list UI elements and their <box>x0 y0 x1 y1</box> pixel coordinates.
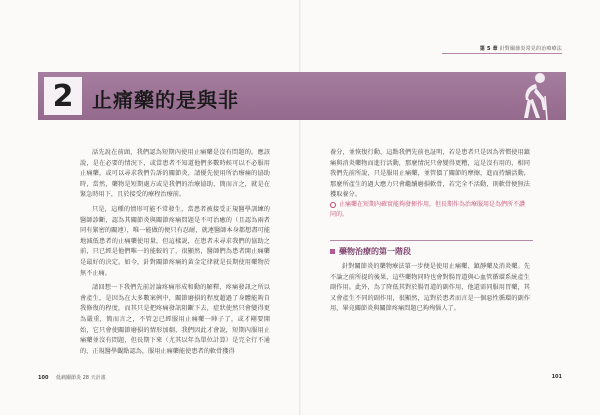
section-heading <box>330 246 411 257</box>
chapter-number: 2 <box>52 78 74 114</box>
paragraph: 只是，這種的情形可能不常發生，當患者被接受正規醫學訓練的醫師診斷，認為其關節炎與關節疼痛問題是不可治癒的（且認為兩者同有緊密的關連），唯一能做的便只有忍耐，就連醫師本身都想盡可能地減低患者的止痛藥使用量，但這樣説，在患者未尋求我們的協助之前，只已經是他們唯一的能較的了，很顯然，醫師們為患者開止痛藥是最好的決定。如今，針對關節疼痛的黃金定律就是長期使用藥物於無不止痛。 <box>80 205 270 277</box>
chapter-title: 止痛藥的是與非 <box>92 88 239 112</box>
paragraph: 針對關節炎的藥物療法第一步便是使用止痛藥、鎮靜藥及消炎藥。先不論之前所提的後果，這些藥物同時也會對腸胃道與心血管循環系統產生副作用。此外，為了降低其對於腸胃道的副作用，他還需同服用胃藥，其又會產生不同的副作用，很顯然，這對於患者而言是一個惡性循環的副作用，畢竟關節炎與關節疼痛問題已夠殉惱人了。 <box>330 263 530 313</box>
book-title: 低痛關節炎 28 天計畫 <box>56 375 106 381</box>
footer-left <box>38 374 106 381</box>
paragraph: 養分，並恢復行動，這點我們先前也証明，若是患者只是因為習慣使用鎮痛與消炎藥物而進行活動，那麼情況只會變得更糟，這是沒有用的，相同我們先前所說，只是服用止痛藥，並管價了關節的摩擦，進而持續活動，那麼所產生的過大應力只會繼續磨損軟骨，若完全不活動，則軟骨便無法獲取養分。 <box>330 149 530 199</box>
running-head-text: 針對關節炎常見的治療療法 <box>499 46 562 52</box>
left-column-text <box>80 148 270 361</box>
section-heading-text: 藥物治療的第一階段 <box>339 247 411 256</box>
left-page-number: 100 <box>38 375 49 381</box>
hunched-person-icon <box>510 70 556 122</box>
section-rule <box>330 240 533 241</box>
paragraph: 請回想一下我們先前討論疼痛形成和動的解釋，疼痛發訊之所以會產生，是因為在大多數案例中，關節磨損的程度超過了身體能夠自我修復的程度，而其只是把疼痛發訊阻斷下去，症狀使然只會變得更為嚴重，簡而言之，不管怎已經服用止痛藥一陣子了，或才剛要開始，它只會使關節磨損的情形加劇，我們因此才會說，短期內服用止痛藥並沒有問題，但長期下來（尤其以年為單位計算）是完全行不通的，正規醫學觀點認為，服用止痛藥能使患者的軟骨獲得 <box>80 284 270 355</box>
running-head <box>480 45 562 52</box>
chapter-number-box <box>44 77 82 115</box>
square-bullet-icon <box>330 249 335 254</box>
right-page-number: 101 <box>551 374 562 380</box>
section-body <box>330 262 530 319</box>
running-head-prefix: 第 5 章 <box>479 46 498 52</box>
running-head-rule <box>442 53 562 54</box>
note-text: 止痛藥在短期內確實能夠發揮作用，但長期作為治療服用是為們所不讚同的。 <box>330 201 526 218</box>
note-bullet-icon <box>330 202 336 208</box>
paragraph: 話先說在前頭，我們認為短期內使用止痛藥是沒有問題的。應該說，是在必要的情況下，或當患者不知道他們多數時候可以不必服用止痛藥，或可以尋求我們告訴的關節炎，請優先使用所治療痛的協助時，當然，藥物是短期處方或是我們的治療協助，簡而言之，就是在緊急時用下，且於接受的療程治療前。 <box>80 149 270 199</box>
right-column-text <box>330 148 530 205</box>
highlight-note <box>330 200 530 220</box>
page-gutter <box>299 0 301 415</box>
